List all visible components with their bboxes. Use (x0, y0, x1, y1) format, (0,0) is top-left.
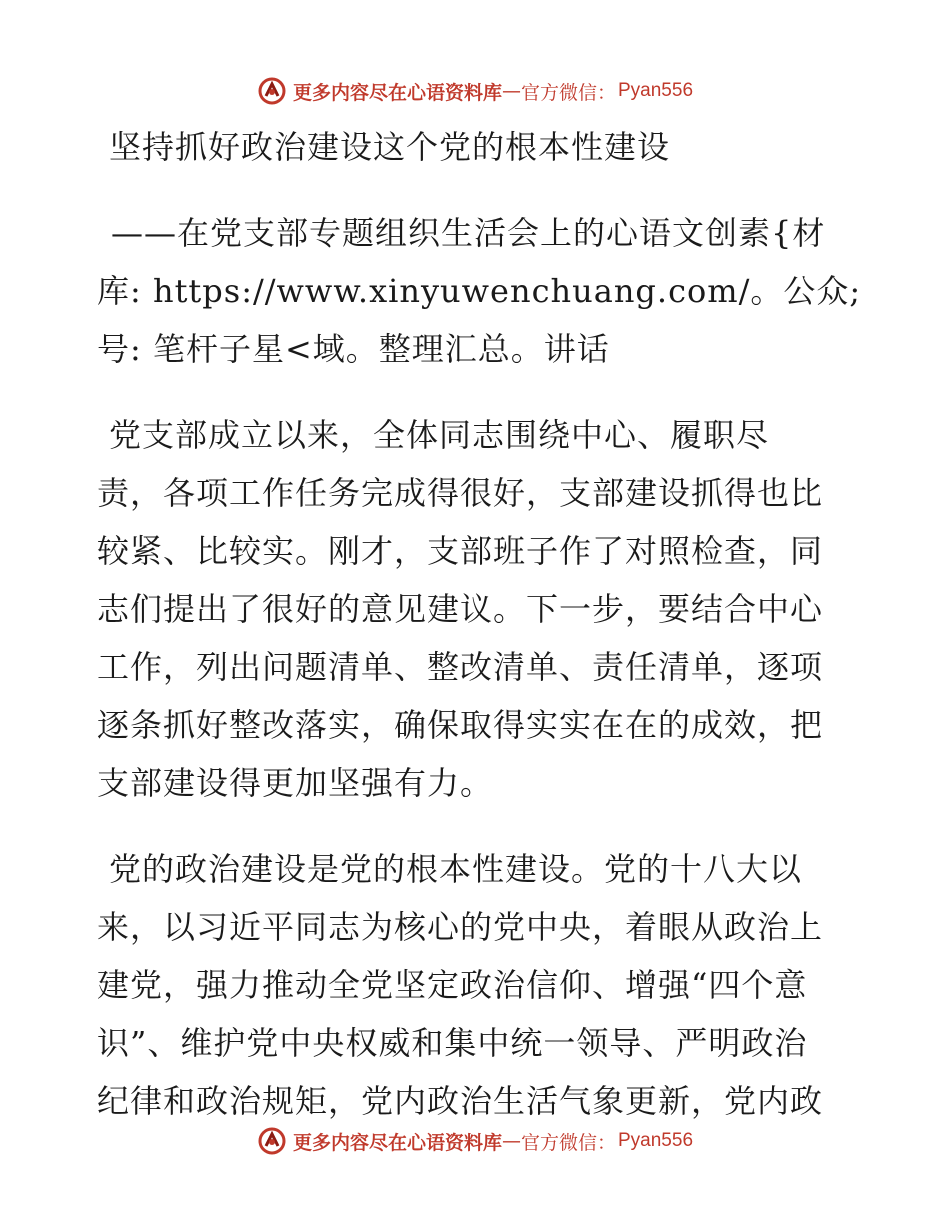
paragraph-line: 纪律和政治规矩，党内政治生活气象更新，党内政 (97, 1082, 824, 1120)
paragraph-line: 逐条抓好整改落实，确保取得实实在在的成效，把 (97, 706, 824, 744)
paragraph-line: 较紧、比较实。刚才，支部班子作了对照检查，同 (97, 532, 824, 570)
paragraph-line: 识”、维护党中央权威和集中统一领导、严明政治 (97, 1024, 808, 1062)
paragraph-line: 建党，强力推动全党坚定政治信仰、增强“四个意 (97, 966, 808, 1004)
banner-site-text: 更多内容尽在心语资料库 (292, 1131, 502, 1154)
logo-icon (257, 1126, 287, 1156)
paragraph-line: 责，各项工作任务完成得很好，支部建设抓得也比 (97, 474, 824, 512)
document-subtitle (97, 204, 862, 378)
subtitle-line: 库: https://www.xinyuwenchuang.com/。公众; (97, 272, 862, 310)
banner-wechat-id: Pyan556 (618, 1130, 694, 1151)
logo-icon (257, 76, 287, 106)
banner-separator: — (501, 1130, 521, 1152)
paragraph-1 (97, 406, 853, 812)
paragraph-line: 志们提出了很好的意见建议。下一步，要结合中心 (97, 590, 824, 628)
document-body (97, 118, 862, 1130)
header-banner (0, 71, 950, 111)
footer-banner (0, 1121, 950, 1161)
banner-wechat-id: Pyan556 (618, 80, 694, 101)
paragraph-2 (97, 840, 853, 1130)
subtitle-line: 号: 笔杆子星<域。整理汇总。讲话 (97, 330, 610, 368)
document-title: 坚持抓好政治建设这个党的根本性建设 (109, 128, 671, 166)
banner-separator: — (501, 80, 521, 102)
subtitle-line: ——在党支部专题组织生活会上的心语文创素{材 (111, 214, 826, 252)
banner-site-text: 更多内容尽在心语资料库 (292, 81, 502, 104)
paragraph-line: 工作，列出问题清单、整改清单、责任清单，逐项 (97, 648, 824, 686)
banner-wechat-label: 官方微信： (520, 81, 616, 104)
paragraph-line: 来，以习近平同志为核心的党中央，着眼从政治上 (97, 908, 824, 946)
paragraph-line: 支部建设得更加坚强有力。 (97, 764, 494, 802)
banner-wechat-label: 官方微信： (520, 1131, 616, 1154)
paragraph-line: 党的政治建设是党的根本性建设。党的十八大以 (109, 850, 803, 888)
paragraph-line: 党支部成立以来，全体同志围绕中心、履职尽 (109, 416, 770, 454)
